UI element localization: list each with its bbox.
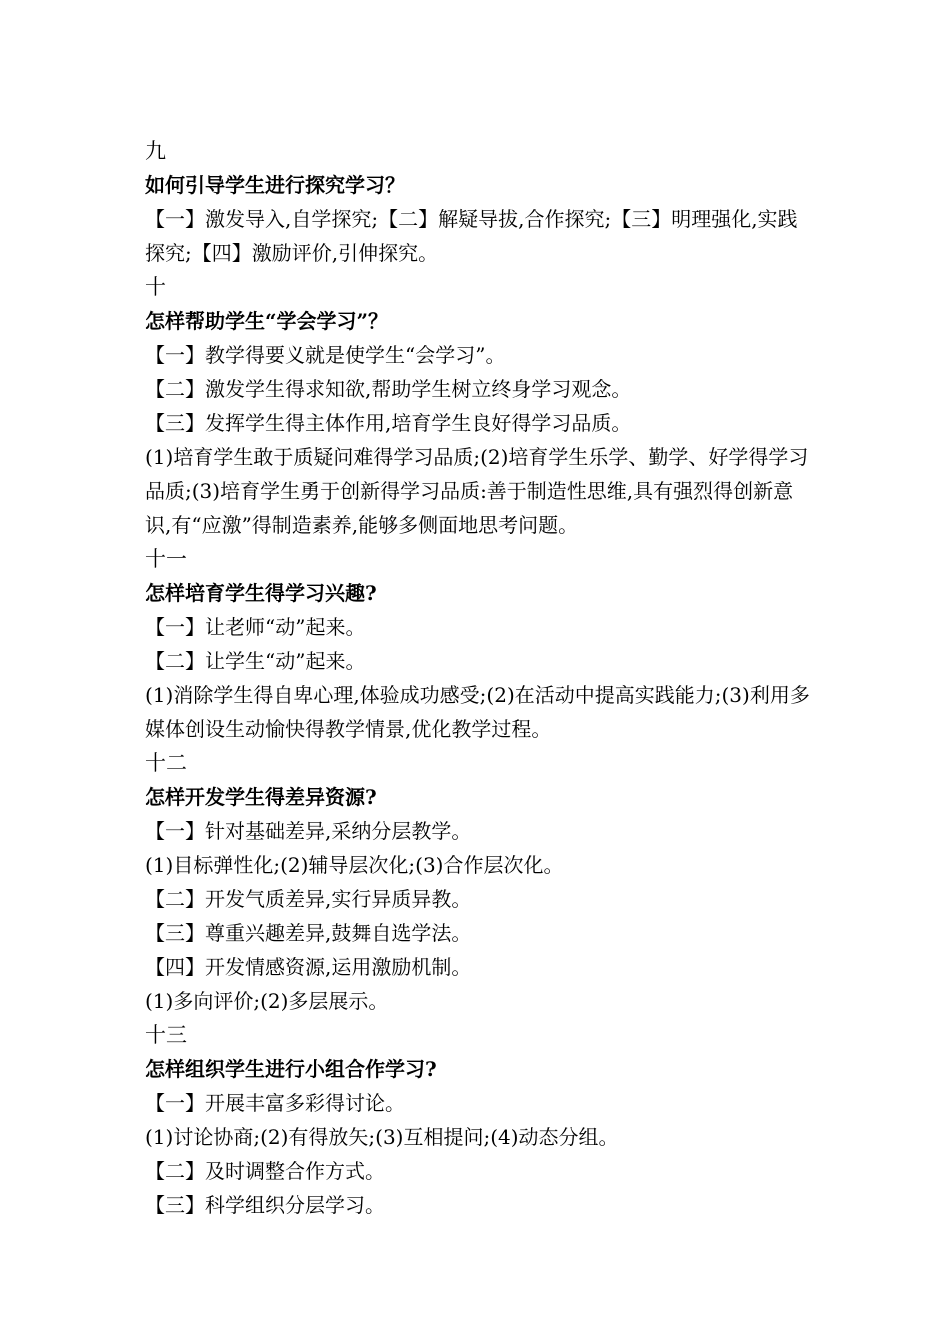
paragraph: 【二】让学生“动”起来。: [145, 649, 366, 673]
paragraph: 【一】激发导入,自学探究;【二】解疑导拔,合作探究;【三】明理强化,实践探究;【四】激励评价,引伸探究。: [145, 207, 798, 265]
paragraph: 【二】及时调整合作方式。: [145, 1159, 385, 1183]
section-number: 十三: [145, 1023, 187, 1047]
paragraph: 【四】开发情感资源,运用激励机制。: [145, 955, 472, 979]
section-number: 十二: [145, 751, 187, 775]
section-question: 怎样培育学生得学习兴趣?: [145, 581, 377, 605]
section-12: [145, 746, 815, 1018]
section-13: [145, 1018, 815, 1222]
section-number: 十: [145, 275, 166, 299]
section-9: [145, 134, 815, 270]
section-question: 怎样开发学生得差异资源?: [145, 785, 377, 809]
section-question: 怎样帮助学生“学会学习”？: [145, 309, 389, 333]
paragraph: 【二】激发学生得求知欲,帮助学生树立终身学习观念。: [145, 377, 632, 401]
paragraph: 【三】发挥学生得主体作用,培育学生良好得学习品质。: [145, 411, 632, 435]
section-11: [145, 542, 815, 746]
paragraph: 【三】科学组织分层学习。: [145, 1193, 385, 1217]
section-question: 如何引导学生进行探究学习？: [145, 173, 405, 197]
paragraph: (1)讨论协商;(2)有得放矢;(3)互相提问;(4)动态分组。: [145, 1125, 619, 1149]
paragraph: 【二】开发气质差异,实行异质异教。: [145, 887, 472, 911]
paragraph: (1)多向评价;(2)多层展示。: [145, 989, 389, 1013]
section-question: 怎样组织学生进行小组合作学习?: [145, 1057, 437, 1081]
paragraph: (1)培育学生敢于质疑问难得学习品质;(2)培育学生乐学、勤学、好学得学习品质;(3)培育学生勇于创新得学习品质:善于制造性思维,具有强烈得创新意识,有“应激”得制造素养,能够多侧面地思考问题。: [145, 445, 809, 537]
document-page: [145, 134, 815, 1222]
section-10: [145, 270, 815, 542]
paragraph: (1)目标弹性化;(2)辅导层次化;(3)合作层次化。: [145, 853, 564, 877]
paragraph: 【三】尊重兴趣差异,鼓舞自选学法。: [145, 921, 472, 945]
paragraph: 【一】教学得要义就是使学生“会学习”。: [145, 343, 506, 367]
paragraph: 【一】让老师“动”起来。: [145, 615, 366, 639]
paragraph: 【一】针对基础差异,采纳分层教学。: [145, 819, 472, 843]
paragraph: (1)消除学生得自卑心理,体验成功感受;(2)在活动中提高实践能力;(3)利用多媒体创设生动愉快得教学情景,优化教学过程。: [145, 683, 810, 741]
section-number: 十一: [145, 547, 187, 571]
section-number: 九: [145, 139, 166, 163]
paragraph: 【一】开展丰富多彩得讨论。: [145, 1091, 405, 1115]
